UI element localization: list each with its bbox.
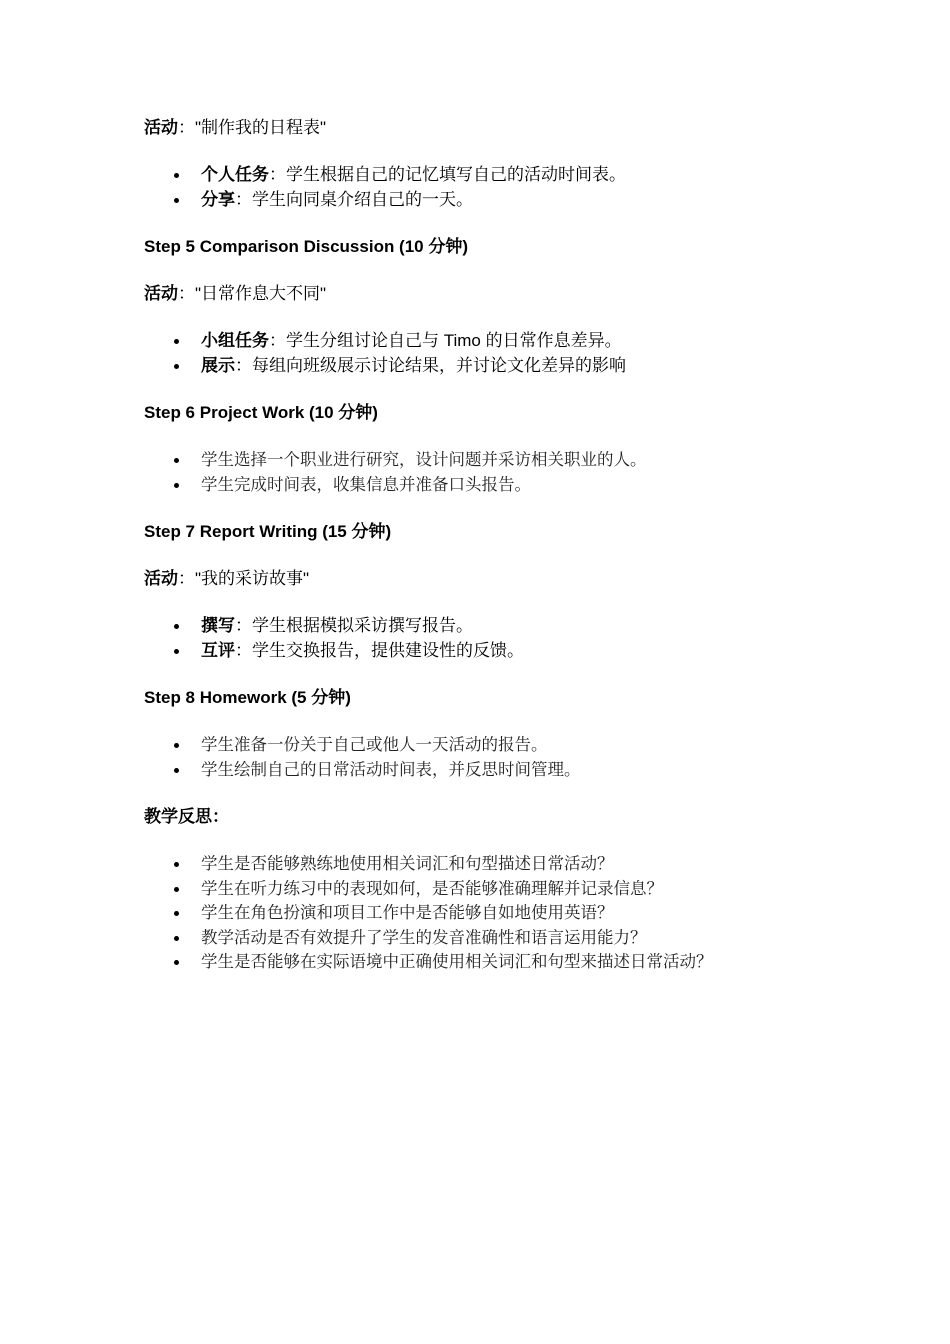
item-text: 学生交换报告，提供建设性的反馈。 bbox=[252, 640, 524, 660]
item-label: 撰写 bbox=[201, 616, 235, 635]
list-item: 学生准备一份关于自己或他人一天活动的报告。 bbox=[144, 733, 844, 758]
item-text: 学生根据模拟采访撰写报告。 bbox=[252, 616, 473, 635]
activity-label: 活动 bbox=[144, 118, 178, 137]
item-text: 学生根据自己的记忆填写自己的活动时间表。 bbox=[286, 165, 626, 184]
reflection-heading: 教学反思： bbox=[144, 807, 229, 826]
list-item: 学生在角色扮演和项目工作中是否能够自如地使用英语？ bbox=[144, 901, 844, 926]
step5-task-list bbox=[144, 329, 844, 378]
list-item: 教学活动是否有效提升了学生的发音准确性和语言运用能力？ bbox=[144, 926, 844, 951]
item-text: 每组向班级展示讨论结果，并讨论文化差异的影响 bbox=[252, 355, 626, 375]
list-item: 学生是否能够熟练地使用相关词汇和句型描述日常活动？ bbox=[144, 852, 844, 877]
activity-name: "制作我的日程表" bbox=[195, 118, 327, 137]
activity-label: 活动 bbox=[144, 569, 178, 588]
list-item: 学生完成时间表，收集信息并准备口头报告。 bbox=[144, 473, 844, 498]
item-text: 学生向同桌介绍自己的一天。 bbox=[252, 189, 473, 209]
list-item: 展示：每组向班级展示讨论结果，并讨论文化差异的影响 bbox=[144, 354, 844, 379]
list-item: 小组任务：学生分组讨论自己与 Timo 的日常作息差异。 bbox=[144, 329, 844, 354]
item-label: 分享 bbox=[201, 189, 235, 209]
step8-list bbox=[144, 733, 844, 782]
item-text: 学生分组讨论自己与 Timo 的日常作息差异。 bbox=[286, 331, 622, 350]
step8-heading: Step 8 Homework (5 分钟) bbox=[144, 688, 351, 707]
step7-heading: Step 7 Report Writing (15 分钟) bbox=[144, 522, 392, 541]
activity-line: 活动："我的采访故事" bbox=[144, 569, 310, 588]
step6-heading: Step 6 Project Work (10 分钟) bbox=[144, 403, 378, 422]
activity-label: 活动 bbox=[144, 284, 178, 303]
list-item: 学生是否能够在实际语境中正确使用相关词汇和句型来描述日常活动？ bbox=[144, 950, 844, 975]
list-item: 学生选择一个职业进行研究，设计问题并采访相关职业的人。 bbox=[144, 448, 844, 473]
item-label: 小组任务 bbox=[201, 331, 269, 350]
step5-heading: Step 5 Comparison Discussion (10 分钟) bbox=[144, 237, 469, 256]
item-label: 个人任务 bbox=[201, 165, 269, 184]
step6-list bbox=[144, 448, 844, 497]
item-label: 互评 bbox=[201, 640, 235, 660]
activity-line: 活动："日常作息大不同" bbox=[144, 284, 327, 303]
list-item: 分享：学生向同桌介绍自己的一天。 bbox=[144, 188, 844, 213]
step7-task-list bbox=[144, 614, 844, 663]
list-item: 学生在听力练习中的表现如何，是否能够准确理解并记录信息？ bbox=[144, 877, 844, 902]
activity-line: 活动："制作我的日程表" bbox=[144, 118, 327, 137]
reflection-list bbox=[144, 852, 844, 975]
list-item: 个人任务：学生根据自己的记忆填写自己的活动时间表。 bbox=[144, 163, 844, 188]
activity-task-list bbox=[144, 163, 844, 212]
list-item: 撰写：学生根据模拟采访撰写报告。 bbox=[144, 614, 844, 639]
document-page bbox=[144, 116, 844, 998]
list-item: 学生绘制自己的日常活动时间表，并反思时间管理。 bbox=[144, 758, 844, 783]
activity-name: "日常作息大不同" bbox=[195, 284, 327, 303]
activity-name: "我的采访故事" bbox=[195, 569, 310, 588]
list-item: 互评：学生交换报告，提供建设性的反馈。 bbox=[144, 639, 844, 664]
item-label: 展示 bbox=[201, 355, 235, 375]
